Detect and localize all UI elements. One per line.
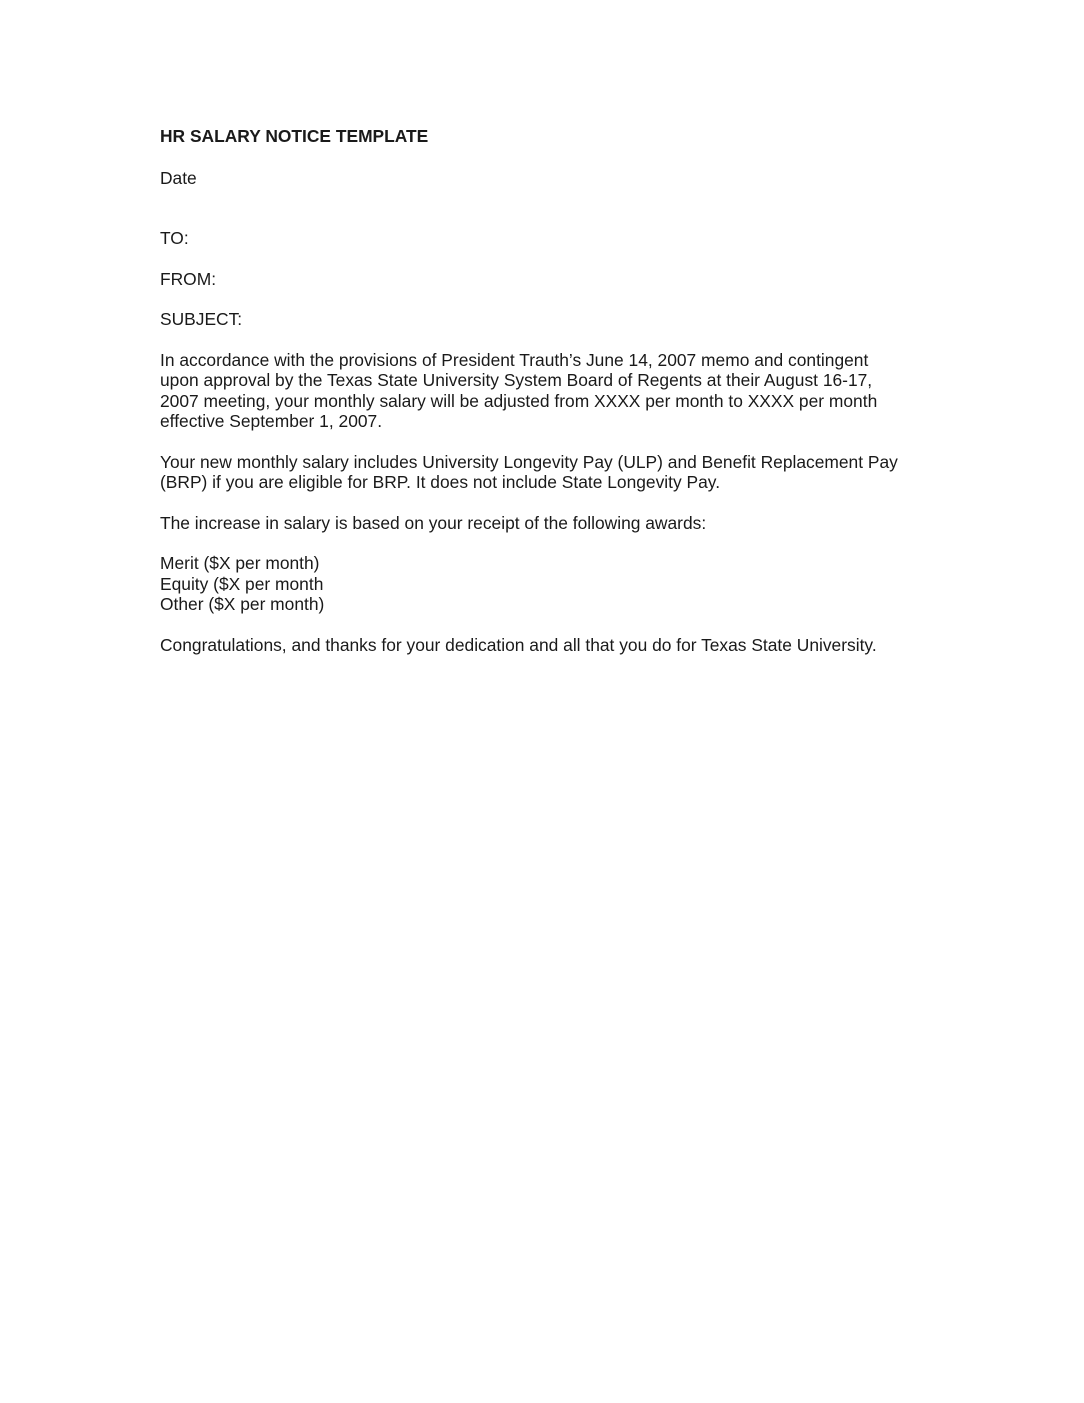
from-label: FROM: xyxy=(160,268,217,289)
paragraph-awards-intro: The increase in salary is based on your receipt of the following awards: xyxy=(160,512,707,533)
memo-body xyxy=(160,126,940,655)
closing-paragraph: Congratulations, and thanks for your dedication and all that you do for Texas State University. xyxy=(160,634,877,655)
subject-label: SUBJECT: xyxy=(160,309,243,329)
paragraph-salary-includes: Your new monthly salary includes University Longevity Pay (ULP) and Benefit Replacement Pay (BRP) if you are eligible for BRP. It does not include State Longevity Pay. xyxy=(160,451,898,492)
to-label: TO: xyxy=(160,228,189,248)
document-title: HR SALARY NOTICE TEMPLATE xyxy=(160,126,429,146)
paragraph-salary-adjustment: In accordance with the provisions of President Trauth’s June 14, 2007 memo and contingent upon approval by the Texas State University System Board of Regents at their August 16-17, 2007 meeting, your monthly salary will be adjusted from XXXX per month to XXXX per month effective September 1, 2007. xyxy=(160,349,878,431)
awards-list xyxy=(160,553,940,615)
award-other: Other ($X per month) xyxy=(160,594,325,614)
date-label: Date xyxy=(160,167,197,188)
award-merit: Merit ($X per month) xyxy=(160,553,320,573)
award-equity: Equity ($X per month xyxy=(160,573,324,594)
